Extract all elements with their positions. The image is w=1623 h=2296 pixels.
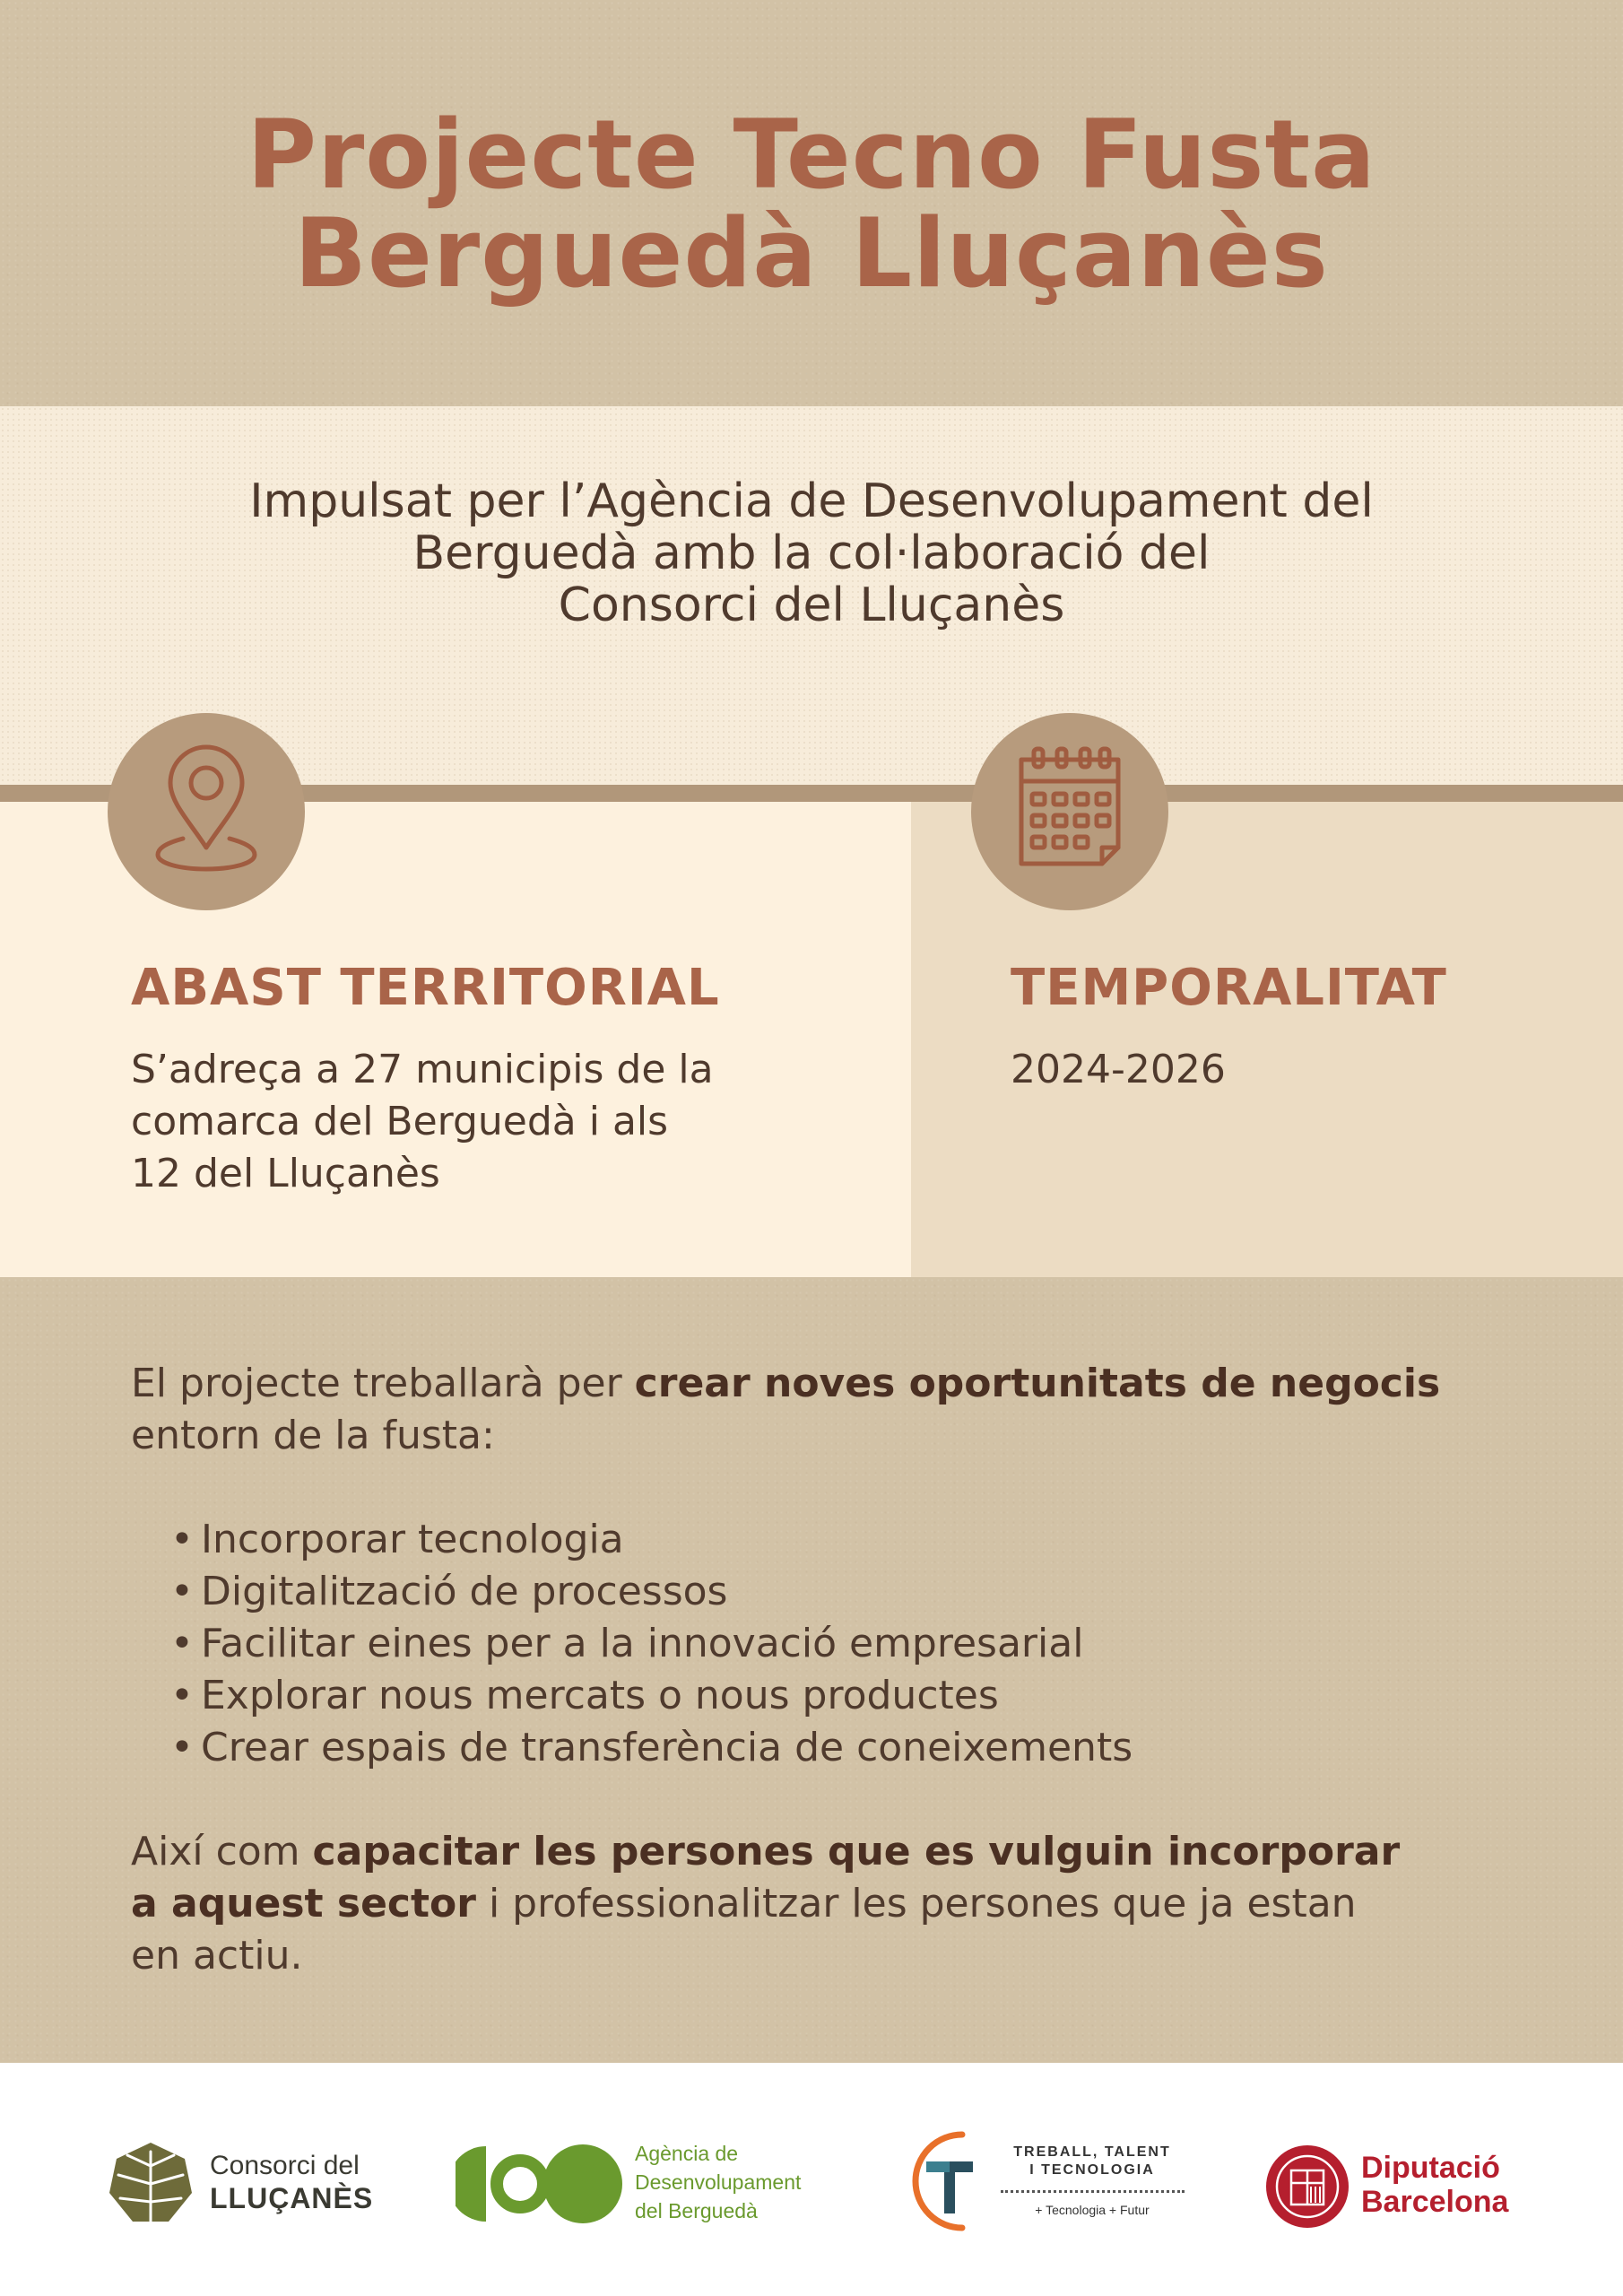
- closing-bold-2: a aquest sector: [131, 1881, 476, 1926]
- lluc-line-1: Consorci del: [210, 2151, 360, 2180]
- list-item: • Facilitar eines per a la innovació empresarial: [170, 1618, 1133, 1670]
- list-item: • Incorporar tecnologia: [170, 1514, 1133, 1566]
- dip-line-1: Diputació: [1361, 2151, 1500, 2185]
- scope-line: 12 del Lluçanès: [131, 1151, 440, 1196]
- lead-line-2: entorn de la fusta:: [131, 1413, 495, 1458]
- leaf-icon: [106, 2139, 195, 2229]
- location-pin-icon: [108, 713, 305, 910]
- adb-line-1: Agència de: [635, 2142, 739, 2165]
- closing-rest: i professionalitzar les persones que ja estan: [475, 1881, 1357, 1926]
- scope-line: comarca del Berguedà i als: [131, 1099, 669, 1144]
- page-title-line-1: Projecte Tecno Fusta: [247, 100, 1376, 210]
- lead-bold: crear noves oportunitats de negocis: [634, 1361, 1441, 1406]
- intro-text: [0, 475, 1623, 631]
- scope-body: [131, 1044, 812, 1200]
- ttt-line-2: I TECNOLOGIA: [1029, 2162, 1155, 2178]
- adb-mark-icon: [456, 2139, 626, 2229]
- timing-body: 2024-2026: [1011, 1047, 1226, 1092]
- project-closing: [131, 1826, 1530, 1982]
- scope-line: S’adreça a 27 municipis de la: [131, 1047, 714, 1092]
- list-item: • Digitalització de processos: [170, 1566, 1133, 1618]
- timing-heading: TEMPORALITAT: [1011, 959, 1447, 1017]
- ttt-divider: [1001, 2190, 1185, 2193]
- scope-heading: ABAST TERRITORIAL: [131, 959, 720, 1017]
- list-item: • Explorar nous mercats o nous productes: [170, 1670, 1133, 1722]
- closing-line-3: en actiu.: [131, 1933, 303, 1979]
- lluc-line-2: LLUÇANÈS: [210, 2182, 374, 2214]
- intro-line: Consorci del Lluçanès: [558, 578, 1065, 632]
- list-item: • Crear espais de transferència de coneixements: [170, 1722, 1133, 1774]
- page-title-line-2: Berguedà Lluçanès: [294, 198, 1329, 309]
- dip-seal-icon: [1264, 2144, 1350, 2230]
- ttt-line-1: TREBALL, TALENT: [1013, 2144, 1171, 2160]
- project-bullet-list: [170, 1514, 1133, 1774]
- closing-bold-1: capacitar les persones que es vulguin incorporar: [312, 1829, 1401, 1874]
- intro-line: Berguedà amb la col·laboració del: [412, 526, 1211, 580]
- ttt-mark-icon: [899, 2127, 998, 2235]
- adb-line-3: del Berguedà: [635, 2199, 758, 2222]
- ttt-tagline: + Tecnologia + Futur: [1035, 2203, 1150, 2217]
- calendar-icon: [971, 713, 1168, 910]
- adb-line-2: Desenvolupament: [635, 2170, 802, 2194]
- dip-line-2: Barcelona: [1361, 2185, 1509, 2219]
- intro-line: Impulsat per l’Agència de Desenvolupament del: [249, 474, 1374, 528]
- project-lead: [131, 1358, 1530, 1462]
- closing-prefix: Així com: [131, 1829, 313, 1874]
- lead-prefix: El projecte treballarà per: [131, 1361, 635, 1406]
